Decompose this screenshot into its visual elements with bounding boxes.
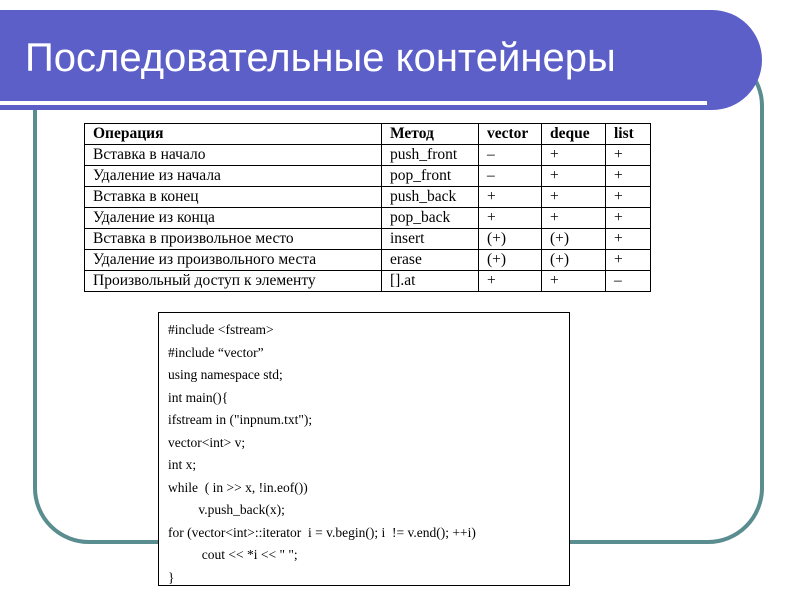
- header-cell-vector: vector: [479, 124, 542, 145]
- operations-table: [84, 123, 651, 292]
- cell-deque: (+): [542, 229, 606, 250]
- cell-method: [].at: [382, 271, 479, 292]
- header-cell-method: Метод: [382, 124, 479, 145]
- cell-vector: (+): [479, 229, 542, 250]
- header-cell-list: list: [606, 124, 651, 145]
- cell-operation: Удаление из конца: [85, 208, 382, 229]
- cell-deque: +: [542, 145, 606, 166]
- table-row: [85, 187, 651, 208]
- slide-title: Последовательные контейнеры: [25, 36, 616, 80]
- code-line: int x;: [168, 457, 197, 472]
- code-line: #include <fstream>: [168, 322, 274, 337]
- code-line: cout << *i << " ";: [168, 547, 298, 562]
- cell-operation: Произвольный доступ к элементу: [85, 271, 382, 292]
- code-line: vector<int> v;: [168, 434, 246, 450]
- code-line: }: [168, 569, 175, 585]
- cell-method: insert: [382, 229, 479, 250]
- header-cell-operation: Операция: [85, 124, 382, 145]
- title-underline: [0, 101, 707, 105]
- cell-vector: +: [479, 208, 542, 229]
- cell-deque: +: [542, 187, 606, 208]
- table-row: [85, 271, 651, 292]
- cell-operation: Удаление из начала: [85, 166, 382, 187]
- code-line: ifstream in ("inpnum.txt");: [168, 412, 313, 427]
- code-line: int main(){: [168, 389, 229, 405]
- cell-list: –: [606, 271, 651, 292]
- table-row: [85, 250, 651, 271]
- cell-deque: +: [542, 208, 606, 229]
- cell-operation: Удаление из произвольного места: [85, 250, 382, 271]
- code-line: using namespace std;: [168, 367, 283, 382]
- cell-vector: +: [479, 271, 542, 292]
- cell-vector: –: [479, 145, 542, 166]
- cell-method: push_front: [382, 145, 479, 166]
- cell-vector: (+): [479, 250, 542, 271]
- cell-list: +: [606, 250, 651, 271]
- cell-list: +: [606, 145, 651, 166]
- cell-vector: –: [479, 166, 542, 187]
- cell-method: pop_front: [382, 166, 479, 187]
- header-cell-deque: deque: [542, 124, 606, 145]
- cell-deque: +: [542, 271, 606, 292]
- cell-deque: (+): [542, 250, 606, 271]
- cell-operation: Вставка в конец: [85, 187, 382, 208]
- table-row: [85, 229, 651, 250]
- cell-operation: Вставка в начало: [85, 145, 382, 166]
- cell-list: +: [606, 187, 651, 208]
- cell-operation: Вставка в произвольное место: [85, 229, 382, 250]
- code-line: v.push_back(x);: [168, 502, 285, 517]
- table-header-row: [85, 124, 651, 145]
- cell-method: erase: [382, 250, 479, 271]
- code-line: while ( in >> x, !in.eof()): [168, 479, 308, 495]
- cell-deque: +: [542, 166, 606, 187]
- table-row: [85, 166, 651, 187]
- code-line: for (vector<int>::iterator i = v.begin(); i != v.end(); ++i): [168, 524, 476, 540]
- cell-method: push_back: [382, 187, 479, 208]
- code-listing: [158, 312, 570, 586]
- cell-vector: +: [479, 187, 542, 208]
- cell-list: +: [606, 229, 651, 250]
- code-line: #include “vector”: [168, 344, 264, 360]
- table-row: [85, 145, 651, 166]
- cell-list: +: [606, 208, 651, 229]
- cell-list: +: [606, 166, 651, 187]
- table-row: [85, 208, 651, 229]
- cell-method: pop_back: [382, 208, 479, 229]
